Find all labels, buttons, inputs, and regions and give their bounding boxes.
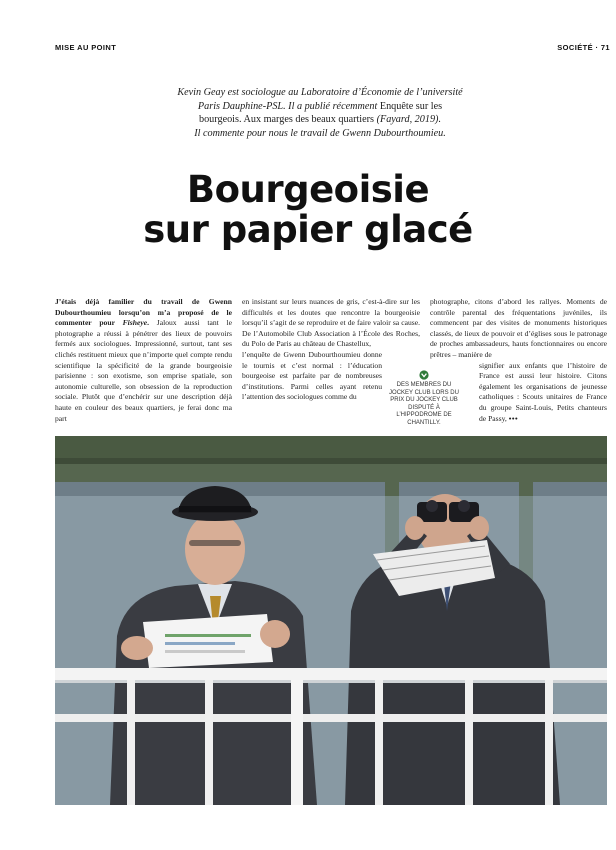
feature-photo	[55, 436, 607, 805]
lead-paragraph: J’étais déjà familier du travail de Gwenn Dubourthoumieu lorsqu’on m’a proposé de le commenter pour Fisheye.	[55, 297, 232, 328]
column-2-body-narrow: l’enquête de Gwenn Dubourthoumieu donne le tournis et c’est normal : l’éducation bourgeoise est parfaite par de nombreuses d’institutions. Parmi celles ayant retenu l’attention des sociologues comme du	[242, 349, 382, 402]
intro-line-2: Paris Dauphine-PSL. Il a publié récemment	[197, 100, 380, 112]
photo-caption: DES MEMBRES DU JOCKEY CLUB LORS DU PRIX DU JOCKEY CLUB DISPUTÉ À L’HIPPODROME DE CHANTILLY.	[385, 370, 463, 428]
caption-arrow-icon	[419, 370, 429, 380]
magazine-name: Fisheye	[122, 318, 148, 328]
continued-marker: •••	[508, 413, 519, 423]
photo-illustration	[55, 436, 607, 805]
headline-line-2: sur papier glacé	[143, 208, 473, 251]
headline-line-1: Bourgeoisie	[186, 168, 430, 211]
column-3-body-narrow: signifier aux enfants que l’histoire de France est aussi leur histoire. Citons également les organisations de jeunesse catholiques : Scouts unitaires de France du groupe Saint-Louis, Petits chanteurs de Passy, •••	[479, 360, 607, 423]
article-column-1	[55, 297, 232, 424]
intro-blurb	[150, 86, 490, 140]
column-3-body: photographe, citons d’abord les rallyes. Moments de contrôle parental des fréquentations juvéniles, ils commencent par des visites de monuments historiques classés, de lieux de pouvoir et d’églises sous le patronage de proches ambassadeurs, hauts fonctionnaires ou encore prêtres – manière de	[430, 297, 607, 359]
intro-line-1: Kevin Geay est sociologue au Laboratoire d’Économie de l’université	[177, 87, 463, 98]
intro-book-subtitle: bourgeois. Aux marges des beaux quartiers	[198, 114, 375, 126]
intro-line-4: Il commente pour nous le travail de Gwenn Dubourthoumieu.	[194, 127, 446, 139]
intro-publisher: (Fayard, 2019).	[374, 114, 441, 126]
column-2-body: en insistant sur leurs nuances de gris, c’est-à-dire sur les difficultés et les doutes que rencontre la bourgeoisie lorsqu’il s’agit de se reproduire et de faire valoir sa cause. De l’Automobile Club Association à l’École des Roches, du Polo de Paris au château de Chastellux,	[242, 297, 420, 349]
running-head-right: SOCIÉTÉ · 71	[557, 43, 610, 52]
article-headline	[100, 170, 516, 250]
column-1-body: Jaloux aussi tant le photographe a réussi à pénétrer des lieux de pouvoirs fermés aux sociologues. Impressionné, surtout, tant ses clichés restituent mieux que n’importe quel compte rendu scientifique la spécificité de la grande bourgeoisie parisienne : son exotisme, son emprise spatiale, son autonomie culturelle, son obsession de la reproduction sociale. Plutôt que d’enchérir sur une description déjà haute en couleur des beaux quartiers, je ferai donc ma part	[55, 318, 232, 423]
running-head-left: MISE AU POINT	[55, 43, 117, 52]
intro-book-title: Enquête sur les	[379, 100, 443, 112]
